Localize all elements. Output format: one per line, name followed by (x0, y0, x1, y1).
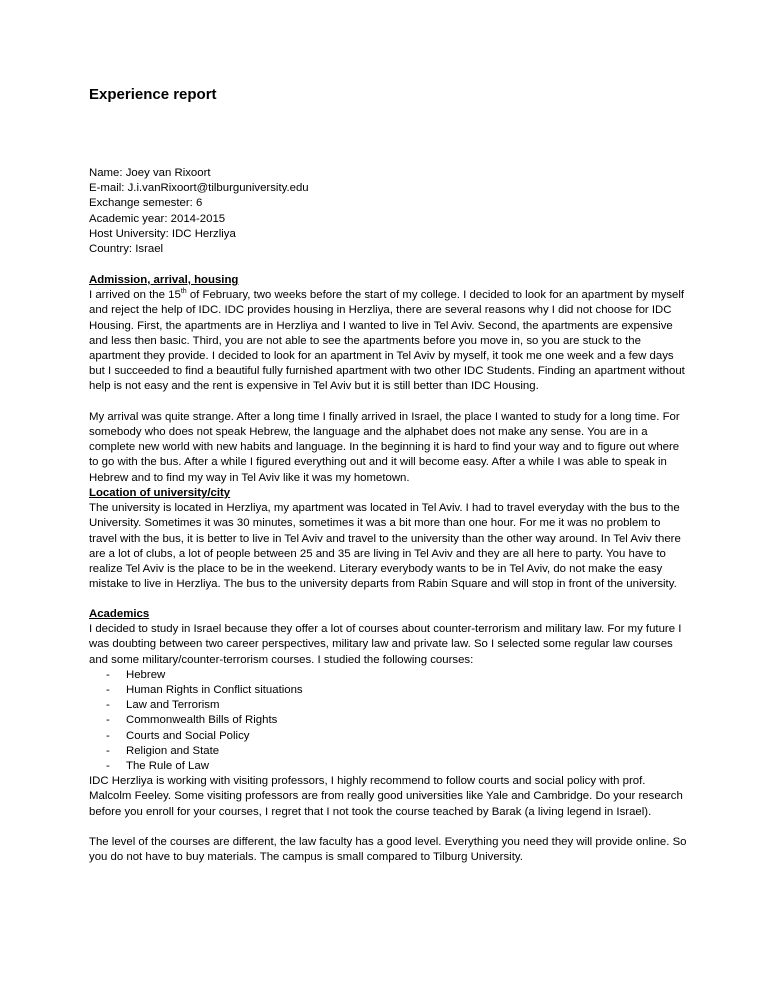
section-academics (89, 607, 689, 865)
section-heading-admission: Admission, arrival, housing (89, 274, 239, 286)
academics-paragraph-3: The level of the courses are different, the law faculty has a good level. Everything you need they will provide online. So you do not have to buy materials. The campus is small compared to Tilburg University. (89, 836, 687, 864)
info-semester: Exchange semester: 6 (89, 197, 203, 210)
info-country: Country: Israel (89, 243, 164, 256)
course-list (89, 668, 689, 774)
section-location (89, 486, 689, 592)
section-heading-location: Location of university/city (89, 487, 231, 499)
course-item: - Hebrew (89, 668, 689, 683)
info-host: Host University: IDC Herzliya (89, 227, 236, 240)
info-name: Name: Joey van Rixoort (89, 167, 211, 179)
course-item: - Commonwealth Bills of Rights (89, 713, 689, 728)
section-heading-academics: Academics (89, 608, 150, 620)
academics-paragraph-2: IDC Herzliya is working with visiting professors, I highly recommend to follow courts and social policy with prof. Malcolm Feeley. Some visiting professors are from really good universities like Yale and Cambridge. Do your research before you enroll for your courses, I regret that I not took the course teached by Barak (a living legend in Israel). (89, 775, 683, 818)
location-paragraph-1: The university is located in Herzliya, my apartment was located in Tel Aviv. I had to travel everyday with the bus to the University. Sometimes it was 30 minutes, sometimes it was a bit more than one hour. For me it was no problem to travel with the bus, it is better to live in Tel Aviv and travel to the university than the other way around. In Tel Aviv there are a lot of clubs, a lot of people between 25 and 35 are living in Tel Aviv and they are all here to party. You have to realize Tel Aviv is the place to be in the weekend. Literary everybody wants to be in Tel Aviv, do not make the easy mistake to live in Herzliya. The bus to the university departs from Rabin Square and will stop in front of the university. (89, 502, 681, 591)
course-item: - The Rule of Law (89, 759, 689, 774)
page-title: Experience report (89, 86, 217, 103)
academics-intro: I decided to study in Israel because they offer a lot of courses about counter-terrorism and military law. For my future I was doubting between two career perspectives, military law and private law. So I selected some regular law courses and some military/counter-terrorism courses. I studied the following courses: (89, 623, 682, 666)
info-year: Academic year: 2014-2015 (89, 212, 226, 225)
course-item: - Human Rights in Conflict situations (89, 683, 689, 698)
student-info (89, 166, 309, 257)
info-email: E-mail: J.i.vanRixoort@tilburguniversity.edu (89, 182, 309, 195)
admission-paragraph-2: My arrival was quite strange. After a long time I finally arrived in Israel, the place I wanted to study for a long time. For somebody who does not speak Hebrew, the language and the alphabet does not make any sense. You are in a complete new world with new habits and language. In the beginning it is hard to find your way and to figure out where to go with the bus. After a while I figured everything out and it will become easy. After a while I was able to speak in Hebrew and to find my way in Tel Aviv like it was my hometown. (89, 410, 680, 484)
course-item: - Courts and Social Policy (89, 729, 689, 744)
course-item: - Law and Terrorism (89, 698, 689, 713)
course-item: - Religion and State (89, 744, 689, 759)
admission-paragraph-1: I arrived on the 15th of February, two weeks before the start of my college. I decided to look for an apartment by myself and reject the help of IDC. IDC provides housing in Herzliya, there are several reasons why I did not choose for IDC Housing. First, the apartments are in Herzliya and I wanted to live in Tel Aviv. Second, the apartments are expensive and less then basic. Third, you are not able to see the apartments before you move in, so you are stuck to the apartment they provide. I decided to look for an apartment in Tel Aviv by myself, it took me one week and a few days but I succeeded to find a beautiful fully furnished apartment with two other IDC Students. Finding an apartment without help is not easy and the rent is expensive in Tel Aviv but it is still better than IDC Housing. (89, 288, 685, 393)
section-admission (89, 273, 689, 486)
